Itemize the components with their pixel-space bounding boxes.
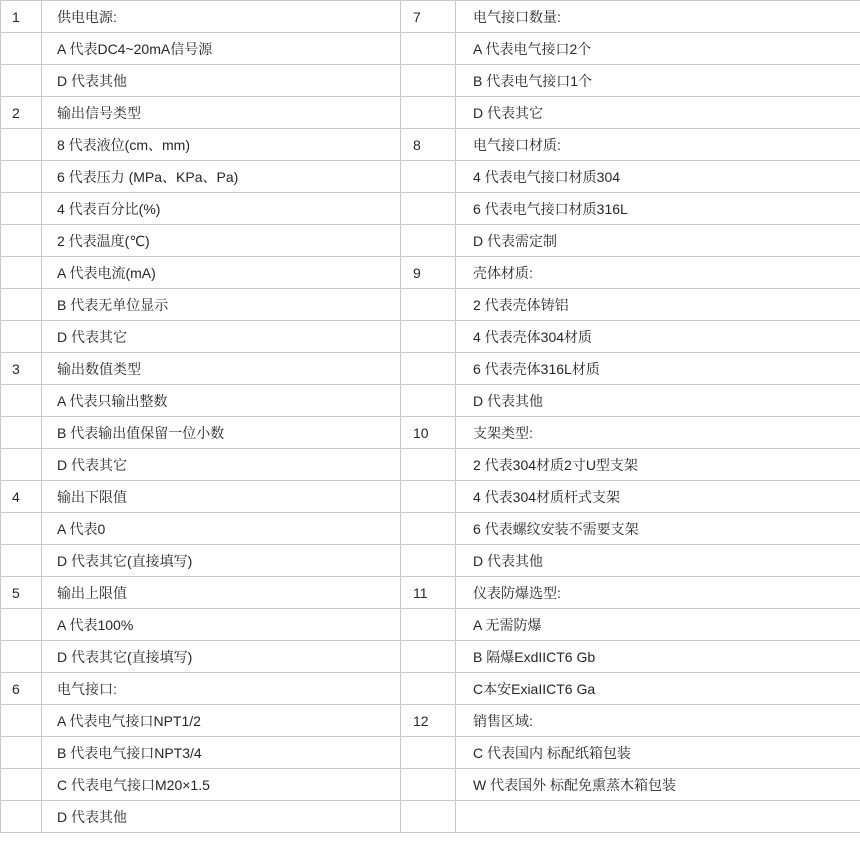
left-section-header-cell: 供电电源:: [42, 1, 401, 33]
right-option-cell: D 代表其他: [456, 385, 860, 417]
table-row: [1, 737, 860, 769]
right-section-header-cell: 电气接口材质:: [456, 129, 860, 161]
right-empty-number-cell: [401, 33, 456, 65]
right-empty-number-cell: [401, 449, 456, 481]
left-option-cell: B 代表输出值保留一位小数: [42, 417, 401, 449]
right-section-header-cell: 壳体材质:: [456, 257, 860, 289]
left-section-header-cell: 电气接口:: [42, 673, 401, 705]
left-option-cell: A 代表只输出整数: [42, 385, 401, 417]
right-section-header-cell: 支架类型:: [456, 417, 860, 449]
right-empty-number-cell: [401, 289, 456, 321]
table-row: [1, 481, 860, 513]
table-row: [1, 801, 860, 833]
table-row: [1, 385, 860, 417]
right-option-cell: D 代表其它: [456, 97, 860, 129]
left-section-number-cell: 6: [1, 673, 42, 705]
left-empty-number-cell: [1, 289, 42, 321]
left-section-header-cell: 输出下限值: [42, 481, 401, 513]
right-option-cell: D 代表其他: [456, 545, 860, 577]
right-empty-number-cell: [401, 225, 456, 257]
left-empty-number-cell: [1, 257, 42, 289]
left-option-cell: A 代表100%: [42, 609, 401, 641]
left-empty-number-cell: [1, 737, 42, 769]
right-option-cell: 2 代表304材质2寸U型支架: [456, 449, 860, 481]
right-empty-number-cell: [401, 673, 456, 705]
right-empty-number-cell: [401, 353, 456, 385]
left-section-number-cell: 4: [1, 481, 42, 513]
table-row: [1, 769, 860, 801]
right-section-number-cell: 11: [401, 577, 456, 609]
table-row: [1, 193, 860, 225]
left-empty-number-cell: [1, 65, 42, 97]
table-row: [1, 545, 860, 577]
right-option-cell: 4 代表壳体304材质: [456, 321, 860, 353]
table-row: [1, 609, 860, 641]
left-option-cell: D 代表其它(直接填写): [42, 641, 401, 673]
right-section-number-cell: 12: [401, 705, 456, 737]
right-empty-number-cell: [401, 385, 456, 417]
table-row: [1, 513, 860, 545]
table-row: [1, 33, 860, 65]
left-empty-number-cell: [1, 33, 42, 65]
right-empty-number-cell: [401, 801, 456, 833]
left-section-number-cell: 5: [1, 577, 42, 609]
left-section-header-cell: 输出数值类型: [42, 353, 401, 385]
table-row: [1, 321, 860, 353]
left-option-cell: D 代表其他: [42, 65, 401, 97]
left-empty-number-cell: [1, 225, 42, 257]
left-option-cell: D 代表其它: [42, 449, 401, 481]
table-row: [1, 577, 860, 609]
right-empty-number-cell: [401, 609, 456, 641]
table-row: [1, 353, 860, 385]
table-row: [1, 65, 860, 97]
left-empty-number-cell: [1, 801, 42, 833]
left-empty-number-cell: [1, 321, 42, 353]
table-row: [1, 417, 860, 449]
right-option-cell: C 代表国内 标配纸箱包装: [456, 737, 860, 769]
left-option-cell: B 代表无单位显示: [42, 289, 401, 321]
left-empty-number-cell: [1, 513, 42, 545]
left-section-header-cell: 输出信号类型: [42, 97, 401, 129]
left-empty-number-cell: [1, 161, 42, 193]
left-empty-number-cell: [1, 769, 42, 801]
right-section-number-cell: 10: [401, 417, 456, 449]
table-row: [1, 673, 860, 705]
right-option-cell: D 代表需定制: [456, 225, 860, 257]
table-row: [1, 705, 860, 737]
table-row: [1, 161, 860, 193]
right-option-cell: 4 代表304材质杆式支架: [456, 481, 860, 513]
left-section-number-cell: 1: [1, 1, 42, 33]
right-option-cell: 6 代表壳体316L材质: [456, 353, 860, 385]
left-empty-number-cell: [1, 129, 42, 161]
left-empty-number-cell: [1, 641, 42, 673]
left-option-cell: D 代表其它: [42, 321, 401, 353]
left-option-cell: 2 代表温度(℃): [42, 225, 401, 257]
right-option-cell: 2 代表壳体铸铝: [456, 289, 860, 321]
right-option-cell: B 隔爆ExdIICT6 Gb: [456, 641, 860, 673]
left-empty-number-cell: [1, 449, 42, 481]
right-empty-number-cell: [401, 481, 456, 513]
table-row: [1, 1, 860, 33]
table-row: [1, 225, 860, 257]
left-option-cell: A 代表0: [42, 513, 401, 545]
left-option-cell: 4 代表百分比(%): [42, 193, 401, 225]
table-row: [1, 449, 860, 481]
table-row: [1, 129, 860, 161]
left-empty-number-cell: [1, 705, 42, 737]
left-empty-number-cell: [1, 385, 42, 417]
left-section-number-cell: 2: [1, 97, 42, 129]
left-option-cell: 6 代表压力 (MPa、KPa、Pa): [42, 161, 401, 193]
right-option-cell: B 代表电气接口1个: [456, 65, 860, 97]
right-empty-number-cell: [401, 545, 456, 577]
right-option-cell: A 代表电气接口2个: [456, 33, 860, 65]
right-section-number-cell: 8: [401, 129, 456, 161]
left-empty-number-cell: [1, 545, 42, 577]
right-empty-cell: [456, 801, 860, 833]
right-empty-number-cell: [401, 513, 456, 545]
right-section-number-cell: 9: [401, 257, 456, 289]
right-option-cell: 6 代表螺纹安装不需要支架: [456, 513, 860, 545]
left-option-cell: D 代表其他: [42, 801, 401, 833]
right-empty-number-cell: [401, 321, 456, 353]
left-option-cell: A 代表电流(mA): [42, 257, 401, 289]
right-section-number-cell: 7: [401, 1, 456, 33]
left-section-header-cell: 输出上限值: [42, 577, 401, 609]
left-empty-number-cell: [1, 193, 42, 225]
right-section-header-cell: 销售区域:: [456, 705, 860, 737]
table-row: [1, 97, 860, 129]
left-empty-number-cell: [1, 417, 42, 449]
left-option-cell: A 代表DC4~20mA信号源: [42, 33, 401, 65]
right-option-cell: 4 代表电气接口材质304: [456, 161, 860, 193]
right-empty-number-cell: [401, 769, 456, 801]
left-option-cell: A 代表电气接口NPT1/2: [42, 705, 401, 737]
right-option-cell: 6 代表电气接口材质316L: [456, 193, 860, 225]
right-empty-number-cell: [401, 97, 456, 129]
right-section-header-cell: 电气接口数量:: [456, 1, 860, 33]
right-option-cell: W 代表国外 标配免熏蒸木箱包装: [456, 769, 860, 801]
left-option-cell: C 代表电气接口M20×1.5: [42, 769, 401, 801]
right-empty-number-cell: [401, 193, 456, 225]
table-row: [1, 641, 860, 673]
right-section-header-cell: 仪表防爆选型:: [456, 577, 860, 609]
right-empty-number-cell: [401, 641, 456, 673]
right-option-cell: C本安ExiaIICT6 Ga: [456, 673, 860, 705]
table-row: [1, 289, 860, 321]
right-empty-number-cell: [401, 65, 456, 97]
right-empty-number-cell: [401, 737, 456, 769]
right-empty-number-cell: [401, 161, 456, 193]
left-option-cell: B 代表电气接口NPT3/4: [42, 737, 401, 769]
right-option-cell: A 无需防爆: [456, 609, 860, 641]
left-empty-number-cell: [1, 609, 42, 641]
ordering-code-table-body: [1, 1, 860, 833]
left-option-cell: D 代表其它(直接填写): [42, 545, 401, 577]
left-section-number-cell: 3: [1, 353, 42, 385]
table-row: [1, 257, 860, 289]
left-option-cell: 8 代表液位(cm、mm): [42, 129, 401, 161]
